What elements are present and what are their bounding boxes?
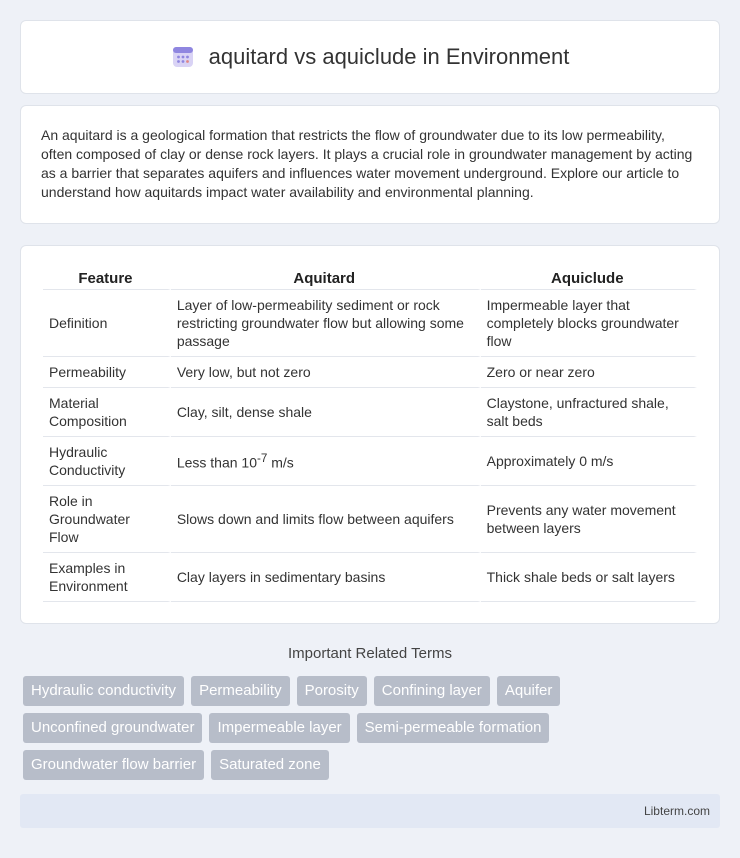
footer-link[interactable]: Libterm.com: [643, 804, 710, 818]
header-aquiclude: Aquiclude: [481, 266, 697, 290]
header-feature: Feature: [43, 266, 171, 290]
table-cell: Impermeable layer that completely blocks groundwater flow: [481, 290, 697, 357]
intro-card: [20, 105, 720, 224]
table-cell: Very low, but not zero: [171, 357, 481, 388]
table-cell: Clay layers in sedimentary basins: [171, 553, 481, 602]
table-cell: Slows down and limits flow between aquifers: [171, 486, 481, 553]
tag-confining-layer[interactable]: Confining layer: [374, 676, 490, 706]
tag-row: [23, 676, 623, 706]
intro-text: An aquitard is a geological formation that restricts the flow of groundwater due to its low permeability, often composed of clay or dense rock layers. It plays a crucial role in groundwater management by acting as a barrier that separates aquifers and influences water movement underground. Explore our article to understand how aquitards impact water availability and environmental planning.: [41, 127, 693, 200]
table-cell: Examples in Environment: [43, 553, 171, 602]
tag-impermeable-layer[interactable]: Impermeable layer: [209, 713, 349, 743]
table-cell: Clay, silt, dense shale: [171, 388, 481, 437]
header-card: [20, 20, 720, 94]
tag-groundwater-flow-barrier[interactable]: Groundwater flow barrier: [23, 750, 204, 780]
header: [171, 44, 570, 70]
related-terms: [23, 676, 623, 787]
table-cell: Approximately 0 m/s: [481, 437, 697, 486]
table-cell: Prevents any water movement between layers: [481, 486, 697, 553]
tag-aquifer[interactable]: Aquifer: [497, 676, 561, 706]
hc-value: Less than 10: [176, 454, 257, 471]
tag-hydraulic-conductivity[interactable]: Hydraulic conductivity: [23, 676, 184, 706]
hc-unit: m/s: [267, 454, 294, 471]
calculator-icon: [171, 45, 195, 69]
table-row: [43, 357, 697, 388]
table-row: [43, 290, 697, 357]
table-cell: Material Composition: [43, 388, 171, 437]
tag-permeability[interactable]: Permeability: [191, 676, 290, 706]
related-terms-title: Important Related Terms: [288, 645, 452, 662]
comparison-table-card: [20, 245, 720, 624]
tag-row: [23, 750, 623, 780]
table-row: [43, 437, 697, 486]
table-cell: Zero or near zero: [481, 357, 697, 388]
header-aquitard: Aquitard: [171, 266, 481, 290]
comparison-table: [43, 266, 697, 602]
table-cell: Definition: [43, 290, 171, 357]
tag-porosity[interactable]: Porosity: [297, 676, 367, 706]
table-row: [43, 388, 697, 437]
tag-saturated-zone[interactable]: Saturated zone: [211, 750, 329, 780]
page-title: aquitard vs aquiclude in Environment: [208, 44, 570, 69]
tag-row: [23, 713, 623, 743]
table-cell: Thick shale beds or salt layers: [481, 553, 697, 602]
table-cell: Layer of low-permeability sediment or rock restricting groundwater flow but allowing some passage: [171, 290, 481, 357]
table-header-row: [43, 266, 697, 290]
table-row: [43, 486, 697, 553]
table-cell: Role in Groundwater Flow: [43, 486, 171, 553]
table-cell: Hydraulic Conductivity: [43, 437, 171, 486]
table-cell: Claystone, unfractured shale, salt beds: [481, 388, 697, 437]
tag-semi-permeable-formation[interactable]: Semi-permeable formation: [357, 713, 550, 743]
footer: [20, 794, 720, 828]
table-cell: [171, 437, 481, 486]
hc-exponent: -7: [256, 452, 268, 466]
table-row: [43, 553, 697, 602]
tag-unconfined-groundwater[interactable]: Unconfined groundwater: [23, 713, 202, 743]
table-cell: Permeability: [43, 357, 171, 388]
